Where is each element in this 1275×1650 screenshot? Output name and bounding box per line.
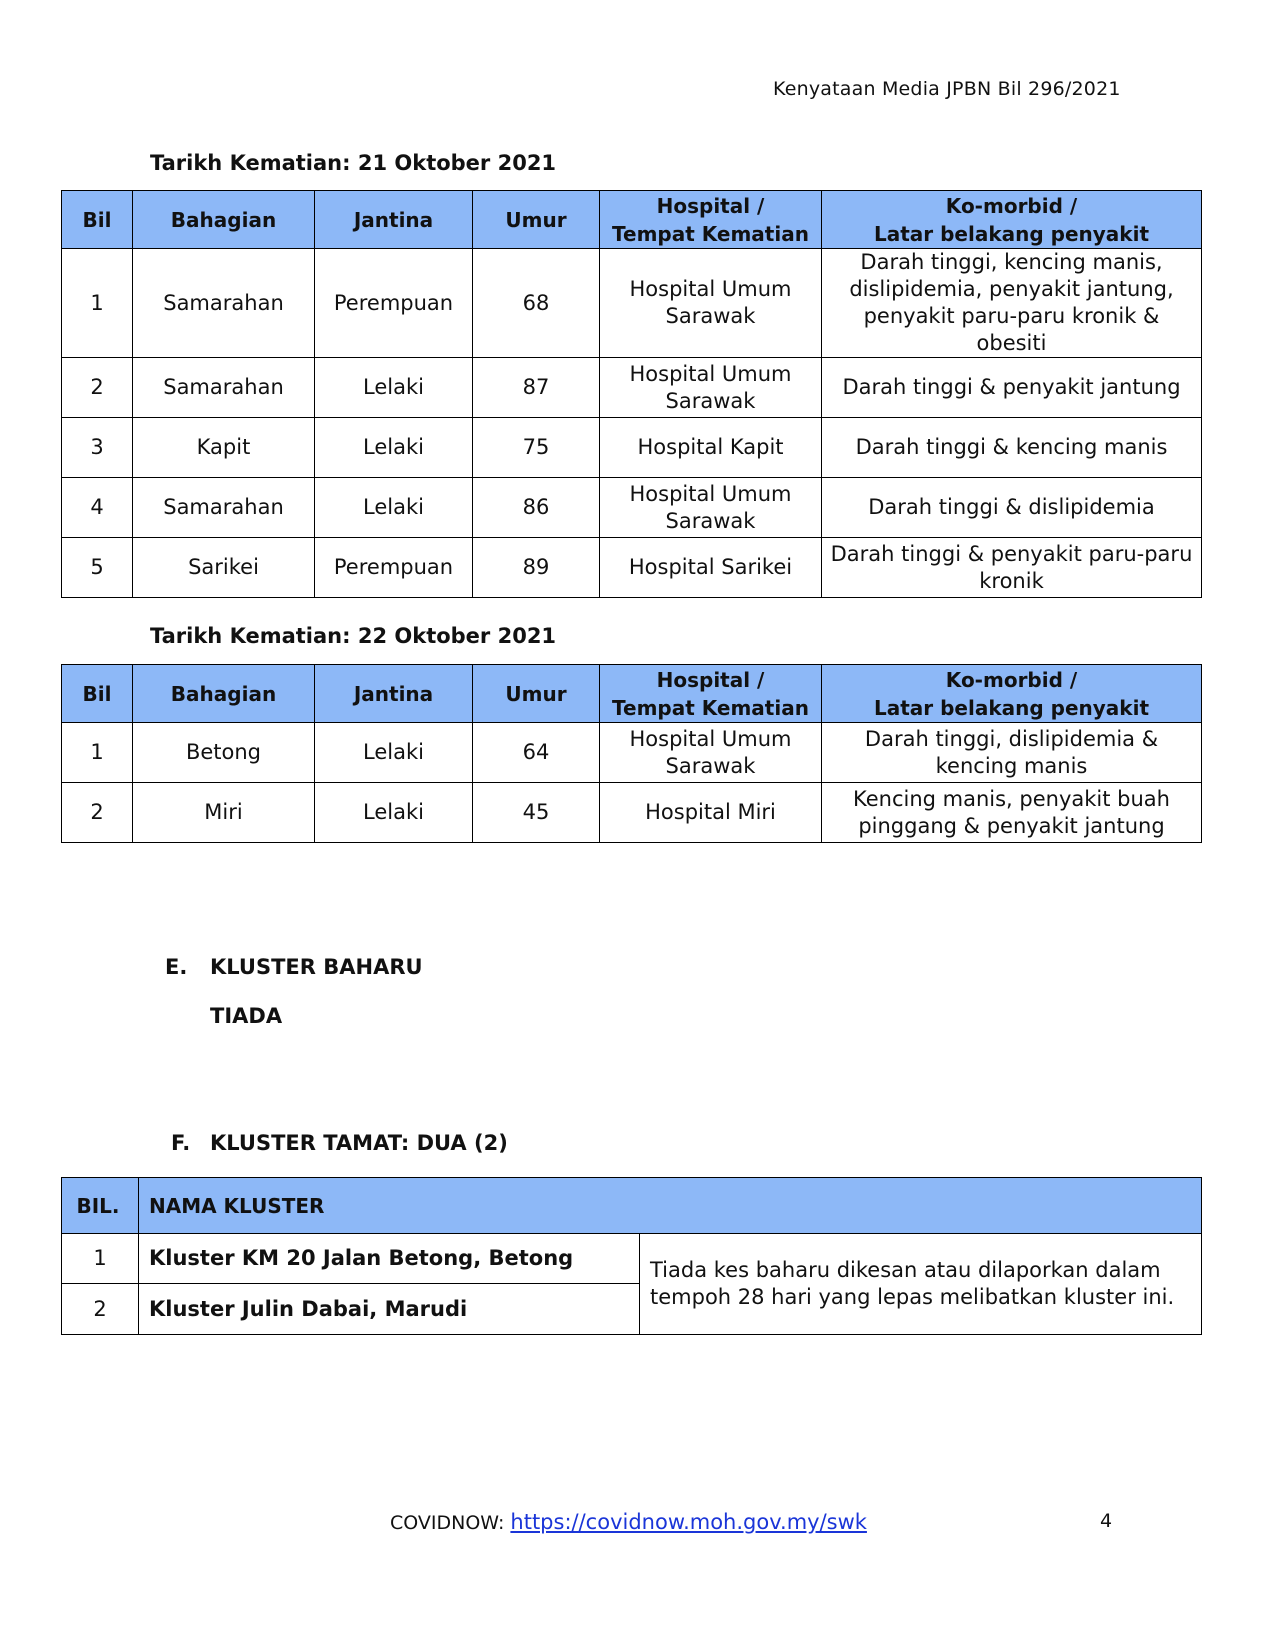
- death-date-title-21: Tarikh Kematian: 21 Oktober 2021: [150, 151, 557, 175]
- col-bil: BIL.: [62, 1178, 139, 1234]
- table-row: 4 Samarahan Lelaki 86 Hospital Umum Sarawak Darah tinggi & dislipidemia: [62, 478, 1202, 538]
- col-bahagian: Bahagian: [133, 191, 315, 249]
- table-row: 2 Miri Lelaki 45 Hospital Miri Kencing manis, penyakit buah pinggang & penyakit jantung: [62, 783, 1202, 843]
- table-header-row: [62, 191, 1202, 249]
- table-row: 2 Kluster Julin Dabai, Marudi: [62, 1284, 1202, 1335]
- col-umur: Umur: [473, 665, 600, 723]
- covidnow-link[interactable]: https://covidnow.moh.gov.my/swk: [510, 1510, 867, 1534]
- col-hospital: Hospital / Tempat Kematian: [600, 191, 822, 249]
- col-bil: Bil: [62, 191, 133, 249]
- col-umur: Umur: [473, 191, 600, 249]
- col-bahagian: Bahagian: [133, 665, 315, 723]
- col-komorbid: Ko-morbid / Latar belakang penyakit: [822, 665, 1202, 723]
- deaths-table-21: [61, 190, 1202, 598]
- table-row: 1 Samarahan Perempuan 68 Hospital Umum Sarawak Darah tinggi, kencing manis, dislipidemia, penyakit jantung, penyakit paru-paru kronik & obesiti: [62, 249, 1202, 358]
- col-hospital: Hospital / Tempat Kematian: [600, 665, 822, 723]
- table-row: 5 Sarikei Perempuan 89 Hospital Sarikei Darah tinggi & penyakit paru-paru kronik: [62, 538, 1202, 598]
- footer-label: COVIDNOW:: [390, 1512, 511, 1534]
- cluster-name: Kluster Julin Dabai, Marudi: [139, 1284, 640, 1335]
- section-e-letter: E.: [165, 955, 188, 979]
- death-date-title-22: Tarikh Kematian: 22 Oktober 2021: [150, 624, 557, 648]
- col-komorbid: Ko-morbid / Latar belakang penyakit: [822, 191, 1202, 249]
- section-f-title: KLUSTER TAMAT: DUA (2): [210, 1131, 508, 1155]
- table-row: 1 Betong Lelaki 64 Hospital Umum Sarawak Darah tinggi, dislipidemia & kencing manis: [62, 723, 1202, 783]
- section-e-title: KLUSTER BAHARU: [210, 955, 423, 979]
- cluster-note: Tiada kes baharu dikesan atau dilaporkan dalam tempoh 28 hari yang lepas melibatkan kluster ini.: [640, 1234, 1202, 1335]
- section-e-value: TIADA: [210, 1004, 283, 1028]
- table-header-row: [62, 665, 1202, 723]
- table-row: 2 Samarahan Lelaki 87 Hospital Umum Sarawak Darah tinggi & penyakit jantung: [62, 358, 1202, 418]
- deaths-table-22: [61, 664, 1202, 843]
- page-number: 4: [1100, 1510, 1113, 1532]
- col-nama-kluster: NAMA KLUSTER: [139, 1178, 1202, 1234]
- col-bil: Bil: [62, 665, 133, 723]
- cluster-table: [61, 1177, 1202, 1335]
- cluster-name: Kluster KM 20 Jalan Betong, Betong: [139, 1234, 640, 1284]
- table-row: 1 Kluster KM 20 Jalan Betong, Betong Tiada kes baharu dikesan atau dilaporkan dalam tempoh 28 hari yang lepas melibatkan kluster ini.: [62, 1234, 1202, 1284]
- col-jantina: Jantina: [315, 191, 473, 249]
- table-header-row: [62, 1178, 1202, 1234]
- col-jantina: Jantina: [315, 665, 473, 723]
- document-reference: Kenyataan Media JPBN Bil 296/2021: [773, 78, 1121, 100]
- section-f-letter: F.: [171, 1131, 191, 1155]
- footer: [390, 1510, 867, 1534]
- table-row: 3 Kapit Lelaki 75 Hospital Kapit Darah tinggi & kencing manis: [62, 418, 1202, 478]
